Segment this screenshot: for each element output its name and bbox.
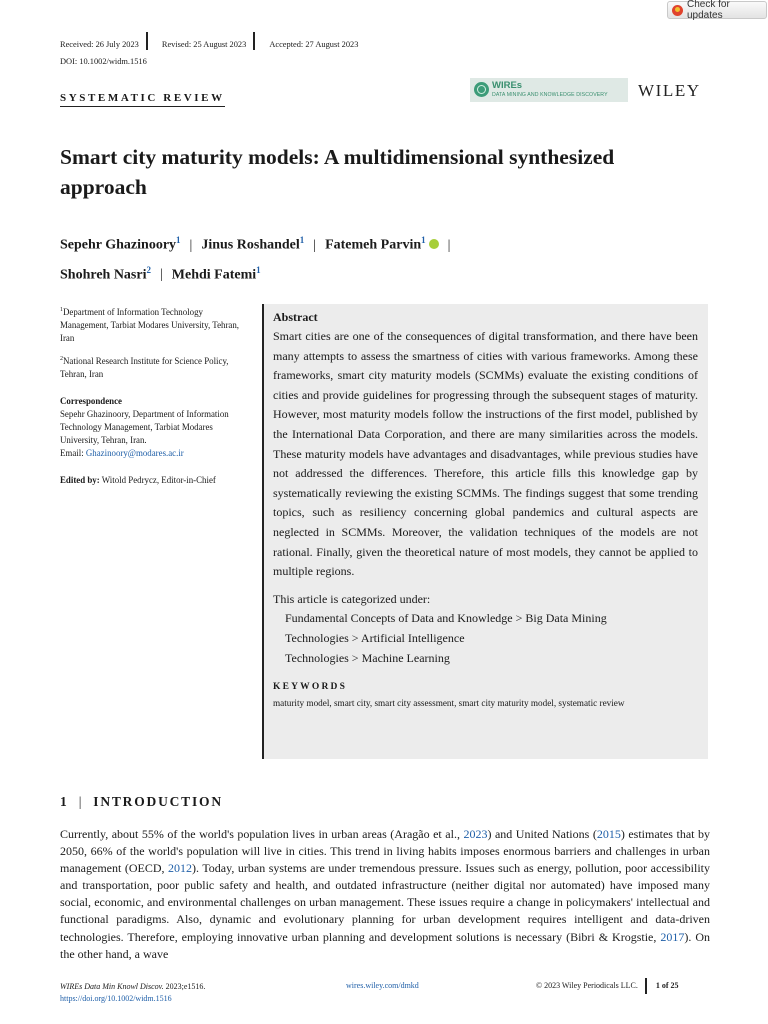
- section-title: INTRODUCTION: [93, 794, 223, 809]
- revised-date: Revised: 25 August 2023: [161, 40, 247, 49]
- edited-by-text: Witold Pedrycz, Editor-in-Chief: [101, 474, 216, 485]
- crossmark-icon: [672, 5, 683, 16]
- doi: DOI: 10.1002/widm.1516: [60, 57, 147, 66]
- article-type: SYSTEMATIC REVIEW: [60, 92, 225, 107]
- category-item: Technologies > Artificial Intelligence: [285, 630, 465, 645]
- footer-site-link[interactable]: wires.wiley.com/dmkd: [346, 981, 419, 990]
- orcid-icon[interactable]: [429, 239, 439, 249]
- affiliation-marker[interactable]: 1: [256, 264, 261, 275]
- keywords-text: maturity model, smart city, smart city assessment, smart city maturity model, systematic review: [273, 698, 625, 709]
- check-for-updates-label: Check for updates: [687, 0, 730, 21]
- heading-separator: |: [78, 794, 84, 809]
- affiliation: $^1$Department of Information Technology Management, Tarbiat Modares University, Tehran, Iran: [60, 306, 239, 343]
- wires-logo-name: WIREs: [492, 80, 523, 91]
- citation-link[interactable]: 2017: [660, 929, 685, 944]
- globe-icon: [474, 82, 489, 97]
- keywords-heading: KEYWORDS: [273, 682, 348, 693]
- author-separator: |: [447, 237, 451, 253]
- correspondence-label: Correspondence: [60, 395, 122, 406]
- journal-logos: [470, 78, 710, 102]
- citation-link[interactable]: 2012: [168, 861, 193, 876]
- publisher-logo[interactable]: WILEY: [638, 81, 701, 100]
- check-for-updates-button[interactable]: [667, 1, 767, 19]
- affiliation-marker[interactable]: 1: [299, 235, 305, 245]
- date-divider: [146, 32, 155, 50]
- wires-logo-subtitle: DATA MINING AND KNOWLEDGE DISCOVERY: [492, 92, 608, 98]
- author-list: [60, 228, 700, 287]
- section-heading: [60, 794, 223, 810]
- affiliation: $^2$National Research Institute for Science Policy, Tehran, Iran: [60, 355, 229, 379]
- author-name[interactable]: Jinus Roshandel: [201, 237, 300, 253]
- date-divider: [253, 32, 262, 50]
- edited-by-label: Edited by:: [60, 474, 100, 485]
- footer-divider: [645, 978, 647, 994]
- footer-doi-link[interactable]: https://doi.org/10.1002/widm.1516: [60, 994, 172, 1003]
- correspondence-text: Sepehr Ghazinoory, Department of Information Technology Management, Tarbiat Modares University, Tehran, Iran.: [60, 408, 229, 445]
- received-date: Received: 26 July 2023: [60, 40, 139, 49]
- edited-by: [60, 474, 250, 487]
- citation-link[interactable]: 2015: [596, 827, 621, 841]
- abstract-heading: Abstract: [273, 310, 318, 324]
- citation-link[interactable]: 2023: [463, 827, 488, 841]
- article-sidebar: [60, 304, 250, 495]
- author-name[interactable]: Fatemeh Parvin: [325, 237, 422, 253]
- correspondence: [60, 395, 250, 460]
- page-number: 1 of 25: [655, 981, 679, 990]
- category-item: Fundamental Concepts of Data and Knowledge > Big Data Mining: [285, 611, 607, 626]
- footer-copyright: © 2023 Wiley Periodicals LLC.: [536, 981, 638, 990]
- section-number: 1: [60, 794, 67, 809]
- article-title: Smart city maturity models: A multidimensional synthesized approach: [60, 145, 615, 199]
- affiliation-marker[interactable]: 2: [146, 264, 151, 275]
- email-link[interactable]: Ghazinoory@modares.ac.ir: [85, 447, 184, 458]
- author-name[interactable]: Sepehr Ghazinoory: [60, 237, 177, 253]
- footer-site: [346, 981, 419, 990]
- author-separator: |: [189, 237, 193, 253]
- footer-citation: [60, 981, 205, 1005]
- affiliation-marker[interactable]: 1: [176, 235, 181, 245]
- abstract-panel: [262, 304, 708, 759]
- footer-right: [536, 978, 679, 994]
- categories-label: This article is categorized under:: [273, 591, 431, 606]
- article-dates: [60, 38, 365, 54]
- footer-journal: WIREs Data Min Knowl Discov.: [60, 982, 164, 991]
- footer-volume: 2023;e1516.: [163, 982, 206, 991]
- category-item: Technologies > Machine Learning: [285, 650, 450, 665]
- author-name[interactable]: Mehdi Fatemi: [171, 267, 257, 283]
- author-name[interactable]: Shohreh Nasri: [60, 267, 147, 283]
- accepted-date: Accepted: 27 August 2023: [269, 40, 359, 49]
- author-separator: |: [313, 237, 317, 253]
- author-separator: |: [159, 267, 163, 283]
- introduction-paragraph: Currently, about 55% of the world's population lives in urban areas (Aragão et al., 2023) and United Nations (2015) estimates that by 2050, 66% of the world's population will live in cities. This trend in living habits imposes enormous barriers and challenges in urban management (OECD, 2012). Today, urban systems are under tremendous pressure. Issues such as energy, pollution, poor accessibility and transportation, poor public safety and health, and outdated infrastructure (neither digital nor automated) have imposed many social, economic, and environmental challenges on urban management. These issues require a change in policymakers' intellectual and functional paradigms. Also, dynamic and evolutionary planning for urban development requires intelligent and data-driven technologies. Therefore, employing innovative urban planning and development solutions is necessary (Bibri & Krogstie, 2017). On the other hand, a wave: [60, 827, 710, 961]
- categories: [273, 590, 698, 668]
- abstract-text: Smart cities are one of the consequences of digital transformation, and there have been many attempts to assess the smartness of cities with various frameworks. Among these frameworks, smart city maturity models (SCMMs) evaluate the existing conditions of cities and provide guidelines for progressing through the subsequent stages of maturity. However, most maturity models follow the instructions of the first model, published by the International Data Corporation, and there are many similarities across the models. These maturity models have advantages and disadvantages, while previous studies have not addressed the differences. Therefore, this article fills this knowledge gap by systematically reviewing the existing SCMMs. The findings suggest that some trending topics, such as resiliency concerning global pandemics and cultural aspects are neglected in SCMMs. Moreover, the validation techniques of the models are not rational. Finally, given the theoretical nature of most models, they cannot be applied to multiple regions.: [273, 329, 698, 579]
- affiliation-marker[interactable]: 1: [421, 235, 426, 245]
- email-label: Email:: [60, 447, 84, 458]
- wires-logo[interactable]: [470, 78, 628, 102]
